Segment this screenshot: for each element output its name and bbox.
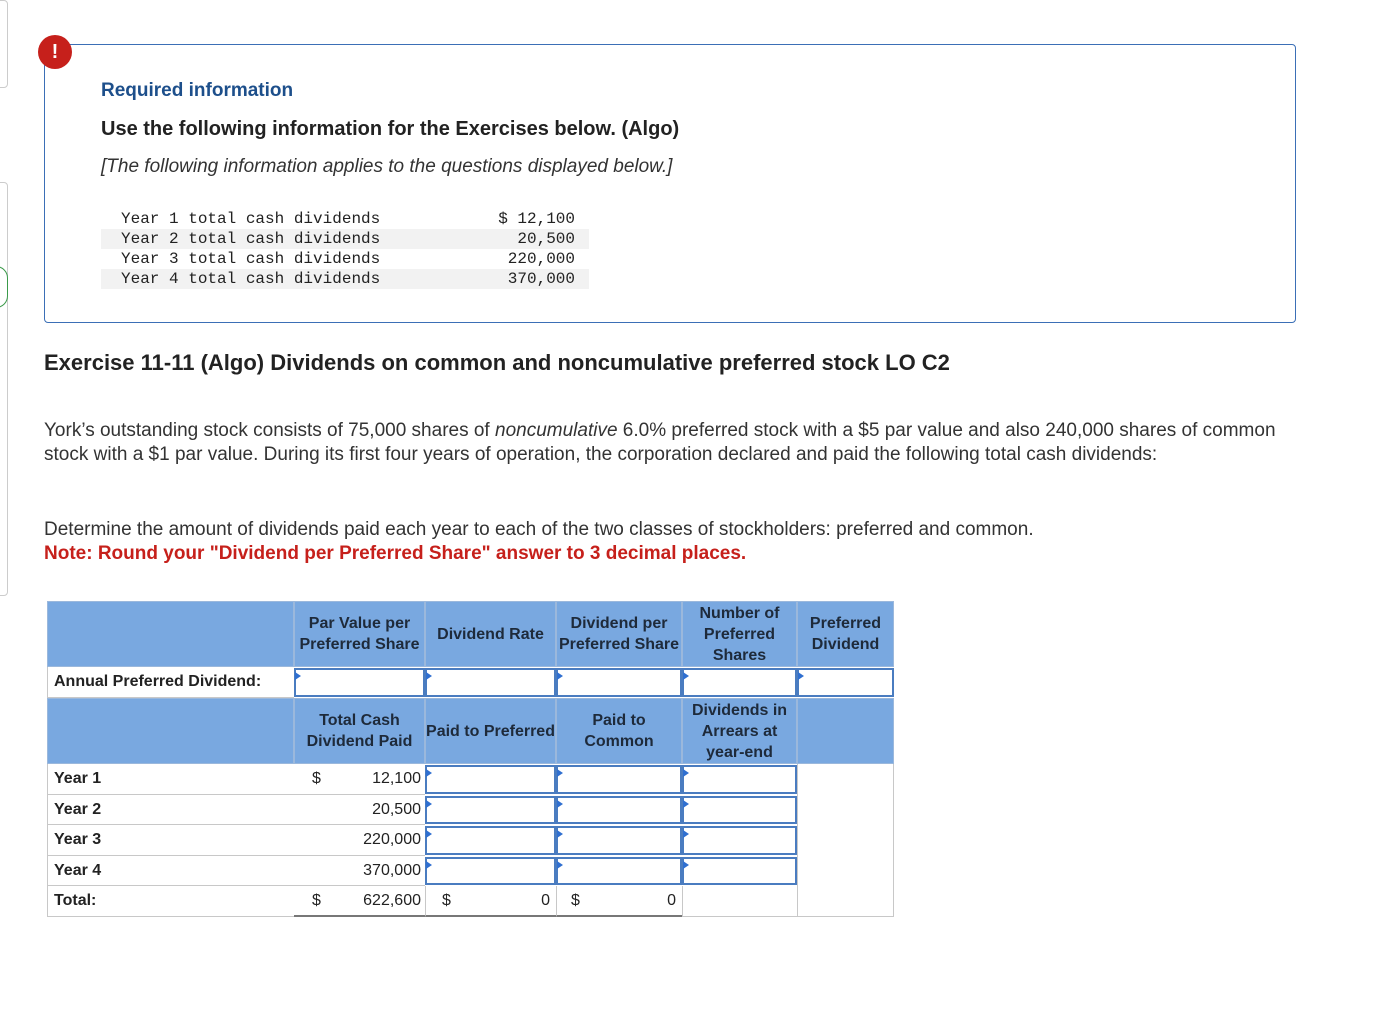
dividend-per-share-input[interactable]	[556, 668, 682, 697]
year-row-label: Year 4	[47, 856, 294, 886]
header-preferred-dividend: Preferred Dividend	[797, 601, 894, 667]
total-cash-dividend-value	[294, 764, 425, 795]
header-paid-to-preferred: Paid to Preferred	[425, 698, 556, 764]
total-cash-dividend-value	[294, 856, 425, 886]
dividends-in-arrears-input[interactable]	[682, 796, 797, 824]
rounding-note: Note: Round your "Dividend per Preferred Share" answer to 3 decimal places.	[44, 543, 747, 564]
cash-dividend-amount: 220,000	[363, 831, 421, 848]
paid-to-common-input[interactable]	[556, 796, 682, 824]
dividend-label: Year 1 total cash dividends	[121, 210, 381, 228]
dividends-in-arrears-input[interactable]	[682, 857, 797, 885]
dividend-label: Year 2 total cash dividends	[101, 229, 395, 249]
dividend-amount: 370,000	[395, 269, 589, 289]
dividend-label: Year 4 total cash dividends	[101, 269, 395, 289]
description-emphasis: noncumulative	[495, 420, 618, 441]
table1-header-blank	[47, 601, 294, 667]
dividend-rate-input[interactable]	[425, 668, 556, 697]
par-value-input[interactable]	[294, 668, 425, 697]
required-info-subtitle: Use the following information for the Exercises below. (Algo)	[101, 118, 680, 140]
header-par-value: Par Value per Preferred Share	[294, 601, 425, 667]
paid-to-preferred-input[interactable]	[425, 765, 556, 794]
table-row	[101, 229, 589, 249]
dividend-label: Year 3 total cash dividends	[121, 250, 381, 268]
number-of-shares-input[interactable]	[682, 668, 797, 697]
cash-dividend-amount: 20,500	[372, 800, 421, 818]
header-number-of-shares: Number of Preferred Shares	[682, 601, 797, 667]
total-amount: 622,600	[363, 891, 421, 909]
table-row	[101, 209, 589, 229]
paid-to-common-input[interactable]	[556, 826, 682, 855]
table2-header-blank	[47, 698, 294, 764]
currency-symbol: $	[571, 891, 580, 909]
paid-to-preferred-input[interactable]	[425, 796, 556, 824]
paid-to-common-input[interactable]	[556, 857, 682, 885]
table2-header-blank-right	[797, 698, 894, 764]
required-info-title: Required information	[101, 80, 294, 101]
exercise-instructions	[44, 518, 1284, 566]
exercise-title: Exercise 11-11 (Algo) Dividends on common and noncumulative preferred stock LO C2	[44, 350, 950, 375]
side-panel-edge	[0, 182, 8, 596]
total-cash-dividend-sum	[294, 886, 425, 917]
dividend-worksheet	[47, 601, 894, 918]
annual-preferred-dividend-label: Annual Preferred Dividend:	[47, 667, 294, 698]
dividend-amount: 220,000	[507, 250, 575, 268]
total-cash-dividend-value	[294, 825, 425, 856]
dividend-amount: $ 12,100	[498, 210, 575, 228]
total-amount: 0	[541, 891, 550, 909]
instruction-text: Determine the amount of dividends paid each year to each of the two classes of stockholders: preferred and common.	[44, 519, 1034, 540]
exercise-description	[44, 419, 1284, 467]
header-dividends-in-arrears: Dividends in Arrears at year-end	[682, 698, 797, 764]
required-info-note: [The following information applies to the questions displayed below.]	[101, 156, 673, 177]
right-blank-column	[797, 764, 894, 917]
paid-to-preferred-sum	[425, 886, 556, 917]
currency-symbol: $	[442, 891, 451, 909]
cash-dividend-amount: 370,000	[363, 861, 421, 879]
paid-to-common-input[interactable]	[556, 765, 682, 794]
currency-symbol: $	[312, 770, 321, 787]
cash-dividend-amount: 12,100	[372, 770, 421, 787]
dividends-data-table	[101, 209, 589, 289]
header-dividend-per-share: Dividend per Preferred Share	[556, 601, 682, 667]
table-row	[101, 269, 589, 289]
paid-to-preferred-input[interactable]	[425, 857, 556, 885]
description-text: 6.0% preferred stock with a $5 par value and also 240,000 shares of common stock with a $1 par value. During its first four years of operation, the corporation declared and paid the following total cash dividends:	[44, 420, 1276, 465]
table-row	[101, 249, 589, 269]
total-cash-dividend-value	[294, 795, 425, 825]
total-row-label: Total:	[47, 886, 294, 917]
year-row-label: Year 1	[47, 764, 294, 795]
dividends-in-arrears-input[interactable]	[682, 765, 797, 794]
preferred-dividend-input[interactable]	[797, 668, 894, 697]
description-text: York’s outstanding stock consists of 75,000 shares of	[44, 420, 495, 441]
dividends-in-arrears-input[interactable]	[682, 826, 797, 855]
dividend-amount: 20,500	[395, 229, 589, 249]
paid-to-common-sum	[556, 886, 682, 917]
header-dividend-rate: Dividend Rate	[425, 601, 556, 667]
header-paid-to-common: Paid to Common	[556, 698, 682, 764]
side-panel-edge	[0, 0, 8, 88]
paid-to-preferred-input[interactable]	[425, 826, 556, 855]
header-total-cash-dividend: Total Cash Dividend Paid	[294, 698, 425, 764]
total-amount: 0	[667, 891, 676, 909]
alert-icon: !	[38, 35, 72, 69]
currency-symbol: $	[312, 891, 321, 909]
year-row-label: Year 3	[47, 825, 294, 856]
year-row-label: Year 2	[47, 795, 294, 825]
arrears-total-blank	[682, 886, 797, 917]
